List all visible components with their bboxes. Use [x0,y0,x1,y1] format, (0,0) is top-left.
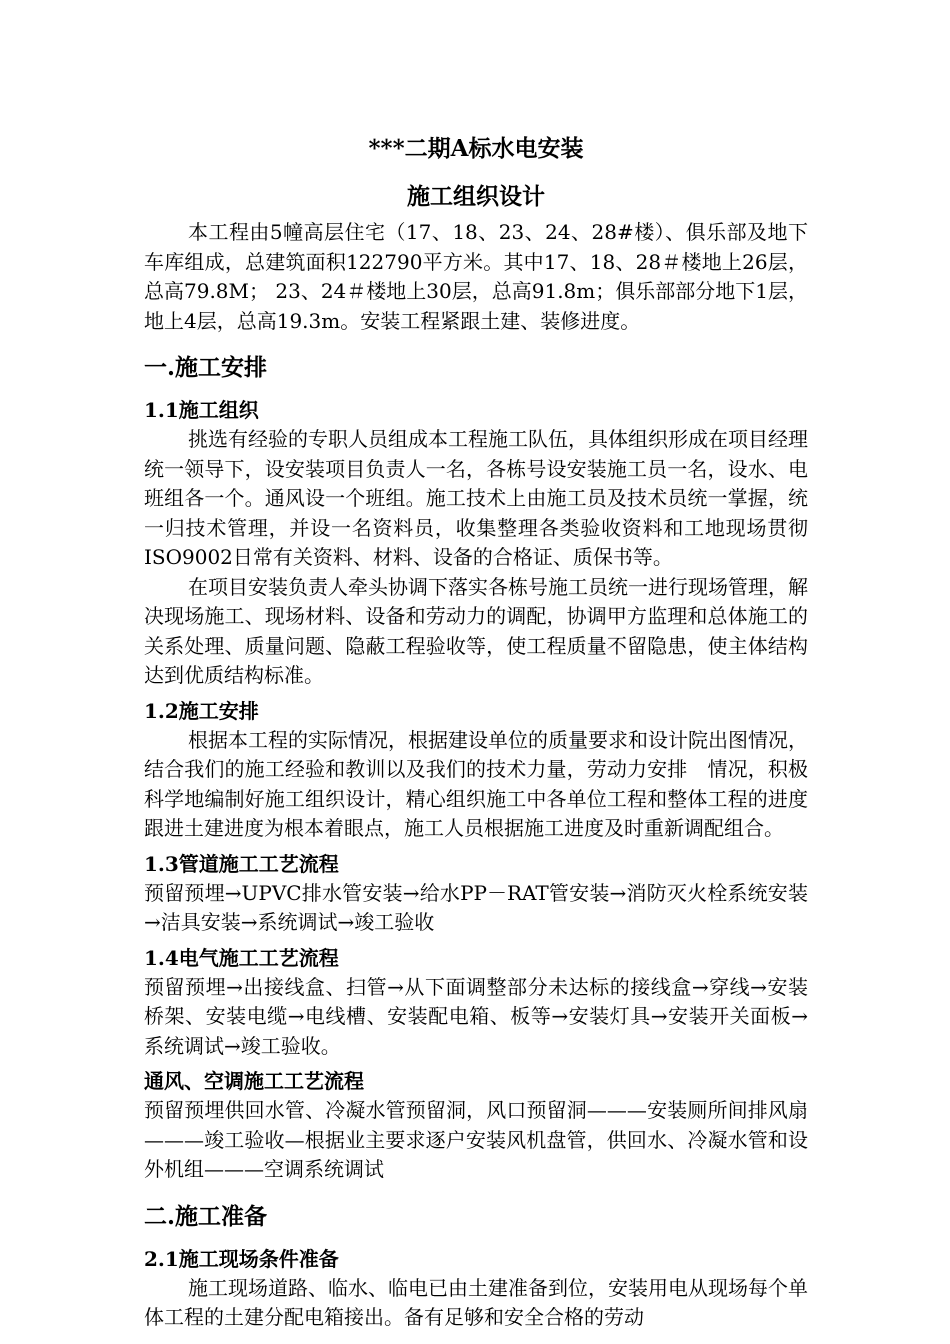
section-2-1-paragraph: 施工现场道路、临水、临电已由土建准备到位，安装用电从现场每个单体工程的土建分配电箱接出。备有足够和安全合格的劳动 [144,1275,808,1329]
section-1-2-paragraph: 根据本工程的实际情况，根据建设单位的质量要求和设计院出图情况，结合我们的施工经验和教训以及我们的技术力量，劳动力安排 情况，积极科学地编制好施工组织设计，精心组织施工中各单位工程和整体工程的进度跟进土建进度为根本着眼点，施工人员根据施工进度及时重新调配组合。 [144,727,808,840]
section-1-5-heading: 通风、空调施工工艺流程 [144,1069,364,1093]
section-1-1-paragraph-2: 在项目安装负责人牵头协调下落实各栋号施工员统一进行现场管理，解决现场施工、现场材料、设备和劳动力的调配，协调甲方监理和总体施工的关系处理、质量问题、隐蔽工程验收等，使工程质量不留隐患，使主体结构达到优质结构标准。 [144,574,808,687]
section-1-2-heading: 1.2施工安排 [144,698,259,723]
section-1-5-paragraph: 预留预埋供回水管、冷凝水管预留洞，风口预留洞———安装厕所间排风扇———竣工验收—根据业主要求逐户安装风机盘管，供回水、冷凝水管和设外机组———空调系统调试 [144,1098,808,1181]
section-1-1-heading: 1.1施工组织 [144,398,259,422]
section-1-1-paragraph-1: 挑选有经验的专职人员组成本工程施工队伍，具体组织形成在项目经理统一领导下，设安装项目负责人一名，各栋号设安装施工员一名，设水、电班组各一个。通风设一个班组。施工技术上由施工员及技术员统一掌握，统一归技术管理，并设一名资料员，收集整理各类验收资料和工地现场贯彻ISO9002日常有关资料、材料、设备的合格证、质保书等。 [144,427,808,569]
section-1-3-paragraph: 预留预埋→UPVC排水管安装→给水PP－RAT管安装→消防灭火栓系统安装→洁具安装→系统调试→竣工验收 [144,880,808,934]
section-1-3-heading: 1.3管道施工工艺流程 [144,851,339,876]
intro-paragraph: 本工程由5幢高层住宅（17、18、23、24、28#楼）、俱乐部及地下车库组成，总建筑面积122790平方米。其中17、18、28＃楼地上26层，总高79.8M； 23、24＃楼地上30层，总高91.8m；俱乐部部分地下1层，地上4层，总高19.3m。安装工程紧跟土建、装修进度。 [144,220,808,333]
section-2-heading: 二.施工准备 [144,1202,268,1230]
document-subtitle: 施工组织设计 [407,183,545,210]
document-title: ***二期A标水电安装 [368,135,584,162]
section-1-4-heading: 1.4电气施工工艺流程 [144,945,339,970]
document-body [144,132,808,1333]
section-1-heading: 一.施工安排 [144,354,268,381]
section-1-4-paragraph: 预留预埋→出接线盒、扫管→从下面调整部分未达标的接线盒→穿线→安装桥架、安装电缆→电线槽、安装配电箱、板等→安装灯具→安装开关面板→系统调试→竣工验收。 [144,974,808,1058]
section-2-1-heading: 2.1施工现场条件准备 [144,1246,339,1271]
